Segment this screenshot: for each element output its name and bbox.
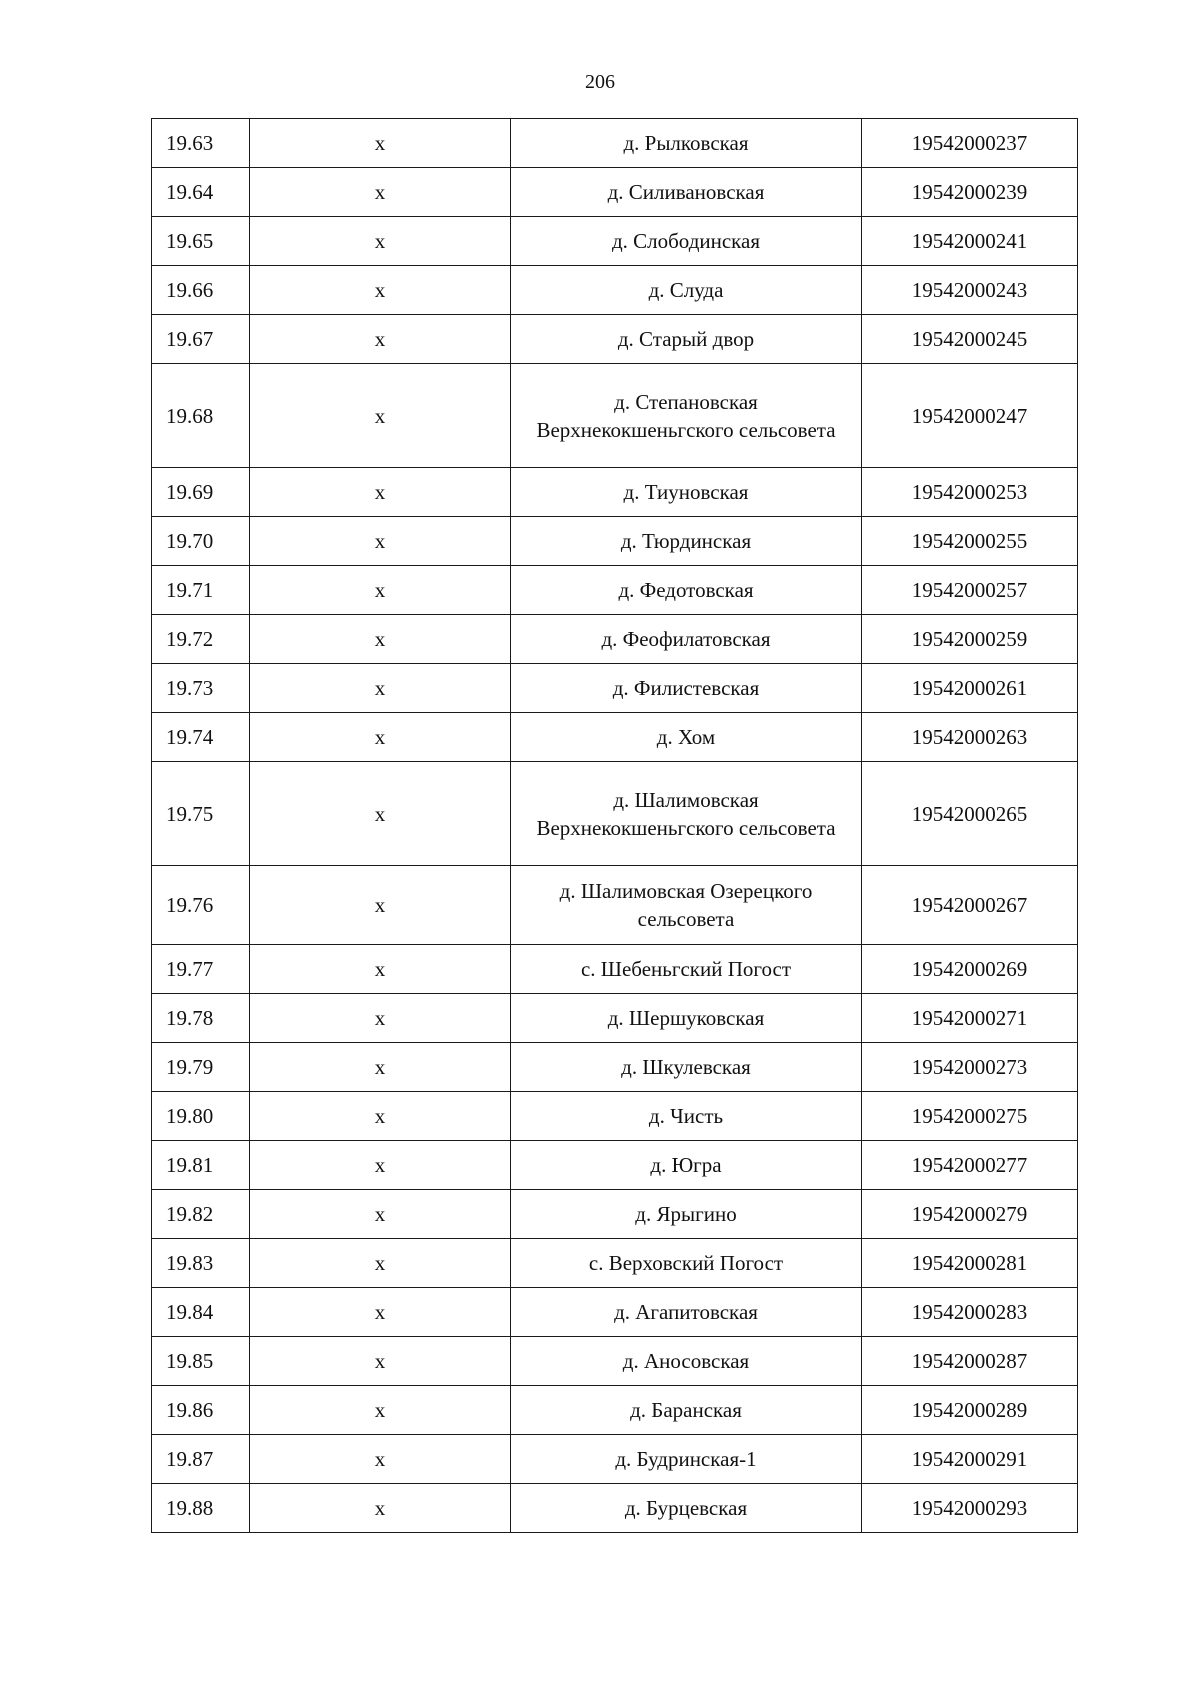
row-number-cell: 19.79 (152, 1043, 250, 1092)
table-row (152, 266, 1078, 315)
mark-cell: x (250, 1092, 511, 1141)
row-number-cell: 19.68 (152, 364, 250, 468)
oktmo-code-cell: 19542000277 (862, 1141, 1078, 1190)
oktmo-code-cell: 19542000259 (862, 615, 1078, 664)
settlement-name-cell: д. Филистевская (511, 664, 862, 713)
settlement-name-cell: д. Рылковская (511, 119, 862, 168)
oktmo-code-cell: 19542000243 (862, 266, 1078, 315)
mark-cell: x (250, 217, 511, 266)
mark-cell: x (250, 1239, 511, 1288)
table-row (152, 1043, 1078, 1092)
row-number-cell: 19.66 (152, 266, 250, 315)
table-row (152, 119, 1078, 168)
oktmo-code-cell: 19542000289 (862, 1386, 1078, 1435)
oktmo-code-cell: 19542000253 (862, 468, 1078, 517)
oktmo-code-cell: 19542000275 (862, 1092, 1078, 1141)
table-row (152, 517, 1078, 566)
settlement-name-cell: д. Шкулевская (511, 1043, 862, 1092)
table-row (152, 468, 1078, 517)
settlement-name-cell: д. Шалимовская Озерецкого сельсовета (511, 866, 862, 945)
mark-cell: x (250, 468, 511, 517)
table-row (152, 762, 1078, 866)
oktmo-code-cell: 19542000271 (862, 994, 1078, 1043)
page-number: 206 (585, 71, 615, 93)
table-row (152, 1337, 1078, 1386)
oktmo-code-cell: 19542000267 (862, 866, 1078, 945)
mark-cell: x (250, 945, 511, 994)
table-row (152, 866, 1078, 945)
oktmo-code-cell: 19542000245 (862, 315, 1078, 364)
settlement-name-cell: д. Ярыгино (511, 1190, 862, 1239)
table-row (152, 713, 1078, 762)
mark-cell: x (250, 1043, 511, 1092)
oktmo-code-cell: 19542000279 (862, 1190, 1078, 1239)
settlement-name-cell: д. Хом (511, 713, 862, 762)
settlement-name-cell: д. Бурцевская (511, 1484, 862, 1533)
row-number-cell: 19.71 (152, 566, 250, 615)
table-body (152, 119, 1078, 1533)
table-row (152, 1386, 1078, 1435)
settlement-name-cell: д. Аносовская (511, 1337, 862, 1386)
mark-cell: x (250, 866, 511, 945)
row-number-cell: 19.88 (152, 1484, 250, 1533)
oktmo-code-cell: 19542000293 (862, 1484, 1078, 1533)
oktmo-code-cell: 19542000269 (862, 945, 1078, 994)
mark-cell: x (250, 713, 511, 762)
settlement-name-cell: д. Старый двор (511, 315, 862, 364)
row-number-cell: 19.78 (152, 994, 250, 1043)
oktmo-code-cell: 19542000255 (862, 517, 1078, 566)
mark-cell: x (250, 1484, 511, 1533)
settlement-name-cell: с. Шебеньгский Погост (511, 945, 862, 994)
row-number-cell: 19.85 (152, 1337, 250, 1386)
settlement-name-cell: д. Югра (511, 1141, 862, 1190)
mark-cell: x (250, 1288, 511, 1337)
table-row (152, 1435, 1078, 1484)
row-number-cell: 19.63 (152, 119, 250, 168)
settlements-table (151, 118, 1078, 1533)
row-number-cell: 19.81 (152, 1141, 250, 1190)
table-row (152, 1141, 1078, 1190)
settlement-name-cell: д. Шершуковская (511, 994, 862, 1043)
mark-cell: x (250, 315, 511, 364)
row-number-cell: 19.65 (152, 217, 250, 266)
mark-cell: x (250, 615, 511, 664)
table-row (152, 1288, 1078, 1337)
oktmo-code-cell: 19542000287 (862, 1337, 1078, 1386)
settlement-name-cell: д. Тюрдинская (511, 517, 862, 566)
mark-cell: x (250, 664, 511, 713)
oktmo-code-cell: 19542000281 (862, 1239, 1078, 1288)
oktmo-code-cell: 19542000239 (862, 168, 1078, 217)
mark-cell: x (250, 994, 511, 1043)
settlement-name-cell: д. Феофилатовская (511, 615, 862, 664)
row-number-cell: 19.77 (152, 945, 250, 994)
row-number-cell: 19.83 (152, 1239, 250, 1288)
settlement-name-cell: д. Агапитовская (511, 1288, 862, 1337)
oktmo-code-cell: 19542000247 (862, 364, 1078, 468)
settlement-name-cell: д. Федотовская (511, 566, 862, 615)
row-number-cell: 19.76 (152, 866, 250, 945)
row-number-cell: 19.70 (152, 517, 250, 566)
table-row (152, 364, 1078, 468)
mark-cell: x (250, 1190, 511, 1239)
table-row (152, 615, 1078, 664)
table-row (152, 566, 1078, 615)
settlement-name-cell: д. Степановская Верхнекокшеньгского сельсовета (511, 364, 862, 468)
table-row (152, 1190, 1078, 1239)
row-number-cell: 19.75 (152, 762, 250, 866)
oktmo-code-cell: 19542000241 (862, 217, 1078, 266)
row-number-cell: 19.72 (152, 615, 250, 664)
settlement-name-cell: д. Тиуновская (511, 468, 862, 517)
settlement-name-cell: д. Будринская-1 (511, 1435, 862, 1484)
mark-cell: x (250, 119, 511, 168)
row-number-cell: 19.67 (152, 315, 250, 364)
settlement-name-cell: д. Слободинская (511, 217, 862, 266)
table-row (152, 1092, 1078, 1141)
oktmo-code-cell: 19542000273 (862, 1043, 1078, 1092)
table-row (152, 315, 1078, 364)
table-row (152, 217, 1078, 266)
mark-cell: x (250, 762, 511, 866)
oktmo-code-cell: 19542000261 (862, 664, 1078, 713)
row-number-cell: 19.84 (152, 1288, 250, 1337)
settlement-name-cell: д. Чисть (511, 1092, 862, 1141)
oktmo-code-cell: 19542000263 (862, 713, 1078, 762)
mark-cell: x (250, 566, 511, 615)
mark-cell: x (250, 517, 511, 566)
settlement-name-cell: с. Верховский Погост (511, 1239, 862, 1288)
mark-cell: x (250, 1337, 511, 1386)
settlement-name-cell: д. Слуда (511, 266, 862, 315)
oktmo-code-cell: 19542000291 (862, 1435, 1078, 1484)
mark-cell: x (250, 1386, 511, 1435)
mark-cell: x (250, 168, 511, 217)
table-row (152, 168, 1078, 217)
row-number-cell: 19.80 (152, 1092, 250, 1141)
oktmo-code-cell: 19542000257 (862, 566, 1078, 615)
oktmo-code-cell: 19542000283 (862, 1288, 1078, 1337)
oktmo-code-cell: 19542000237 (862, 119, 1078, 168)
row-number-cell: 19.64 (152, 168, 250, 217)
row-number-cell: 19.82 (152, 1190, 250, 1239)
oktmo-code-cell: 19542000265 (862, 762, 1078, 866)
settlement-name-cell: д. Шалимовская Верхнекокшеньгского сельсовета (511, 762, 862, 866)
table-row (152, 945, 1078, 994)
mark-cell: x (250, 364, 511, 468)
settlement-name-cell: д. Баранская (511, 1386, 862, 1435)
table-row (152, 1484, 1078, 1533)
mark-cell: x (250, 1435, 511, 1484)
row-number-cell: 19.87 (152, 1435, 250, 1484)
row-number-cell: 19.86 (152, 1386, 250, 1435)
mark-cell: x (250, 266, 511, 315)
table-row (152, 664, 1078, 713)
row-number-cell: 19.69 (152, 468, 250, 517)
row-number-cell: 19.74 (152, 713, 250, 762)
mark-cell: x (250, 1141, 511, 1190)
row-number-cell: 19.73 (152, 664, 250, 713)
settlement-name-cell: д. Силивановская (511, 168, 862, 217)
table-row (152, 1239, 1078, 1288)
table-row (152, 994, 1078, 1043)
